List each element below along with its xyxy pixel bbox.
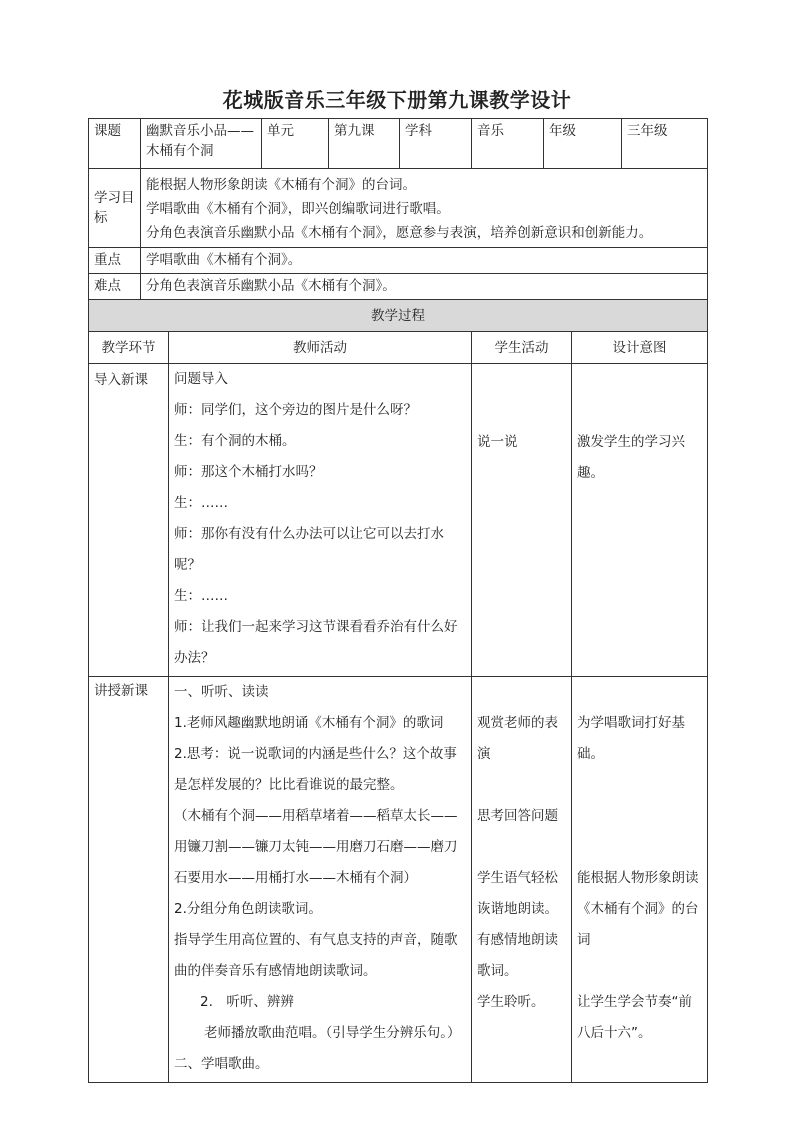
intent-line: 让学生学会节奏“前八后十六”。 [577, 994, 692, 1041]
grade-value: 三年级 [622, 119, 708, 169]
intro-teacher [169, 364, 472, 677]
intent-line: 为学唱歌词打好基础。 [577, 715, 685, 762]
teacher-line: 1.老师风趣幽默地朗诵《木桶有个洞》的歌词 [174, 715, 444, 731]
intent-line: 能根据人物形象朗读《木桶有个洞》的台词 [577, 870, 699, 948]
difficult-point-value: 分角色表演音乐幽默小品《木桶有个洞》。 [141, 274, 708, 300]
lesson-label: 课题 [89, 119, 141, 169]
teacher-line: 一、听听、读读 [174, 684, 269, 700]
teacher-line: 问题导入 [174, 371, 228, 387]
teacher-line: 生：…… [174, 588, 228, 604]
teach-row [89, 677, 708, 1083]
info-row [89, 119, 708, 169]
teach-intent [572, 677, 708, 1083]
teacher-line: 2.分组分角色朗读歌词。 [174, 901, 322, 917]
intro-row [89, 364, 708, 677]
teacher-line: （木桶有个洞——用稻草堵着——稻草太长——用镰刀割——镰刀太钝——用磨刀石磨——磨刀石要用水——用桶打水——木桶有个洞） [174, 808, 458, 886]
column-header-row [89, 332, 708, 364]
teacher-line: 老师播放歌曲范唱。（引导学生分辨乐句。） [204, 1025, 461, 1041]
unit-value: 第九课 [329, 119, 400, 169]
teacher-line: 师：那这个木桶打水吗？ [174, 464, 323, 480]
column-header-student: 学生活动 [472, 332, 572, 364]
lesson-value: 幽默音乐小品——木桶有个洞 [141, 119, 262, 169]
key-point-row [89, 248, 708, 274]
column-header-stage: 教学环节 [89, 332, 169, 364]
student-line: 学生语气轻松诙谐地朗读。 [477, 870, 558, 917]
process-header: 教学过程 [89, 300, 708, 332]
subject-label: 学科 [400, 119, 472, 169]
teacher-line: 生：…… [174, 495, 228, 511]
goal-line: 能根据人物形象朗读《木桶有个洞》的台词。 [146, 177, 416, 193]
subject-value: 音乐 [472, 119, 544, 169]
key-point-value: 学唱歌曲《木桶有个洞》。 [141, 248, 708, 274]
teach-student [472, 677, 572, 1083]
column-header-intent: 设计意图 [572, 332, 708, 364]
grade-label: 年级 [544, 119, 622, 169]
teacher-line: 师：那你有没有什么办法可以让它可以去打水呢？ [174, 526, 444, 573]
teacher-line: 师：让我们一起来学习这节课看看乔治有什么好办法？ [174, 619, 458, 666]
difficult-point-label: 难点 [89, 274, 141, 300]
lesson-plan-table [88, 118, 708, 1083]
teach-teacher [169, 677, 472, 1083]
column-header-teacher: 教师活动 [169, 332, 472, 364]
student-line: 思考回答问题 [477, 808, 558, 824]
intro-stage: 导入新课 [89, 364, 169, 677]
unit-label: 单元 [262, 119, 329, 169]
goal-line: 学唱歌曲《木桶有个洞》，即兴创编歌词进行歌唱。 [146, 201, 450, 217]
goal-line: 分角色表演音乐幽默小品《木桶有个洞》，愿意参与表演，培养创新意识和创新能力。 [146, 225, 653, 241]
teacher-line: 指导学生用高位置的、有气息支持的声音，随歌曲的伴奏音乐有感情地朗读歌词。 [174, 932, 458, 979]
teacher-line: 2. 听听、辨辨 [200, 994, 294, 1010]
teacher-line: 生：有个洞的木桶。 [174, 433, 296, 449]
process-header-row [89, 300, 708, 332]
student-line: 观赏老师的表演 [477, 715, 558, 762]
goals-row [89, 169, 708, 248]
teach-stage: 讲授新课 [89, 677, 169, 1083]
goals-label: 学习目标 [89, 169, 141, 248]
student-line: 有感情地朗读歌词。 [477, 932, 558, 979]
intro-intent: 激发学生的学习兴趣。 [572, 364, 708, 677]
intro-student: 说一说 [472, 364, 572, 677]
teacher-line: 师：同学们，这个旁边的图片是什么呀？ [174, 402, 417, 418]
document-title: 花城版音乐三年级下册第九课教学设计 [222, 88, 572, 112]
teacher-line: 2.思考：说一说歌词的内涵是些什么？这个故事是怎样发展的？比比看谁说的最完整。 [174, 746, 457, 793]
difficult-point-row [89, 274, 708, 300]
goals-content [141, 169, 708, 248]
teacher-line: 二、学唱歌曲。 [174, 1056, 269, 1072]
student-line: 学生聆听。 [477, 994, 545, 1010]
key-point-label: 重点 [89, 248, 141, 274]
